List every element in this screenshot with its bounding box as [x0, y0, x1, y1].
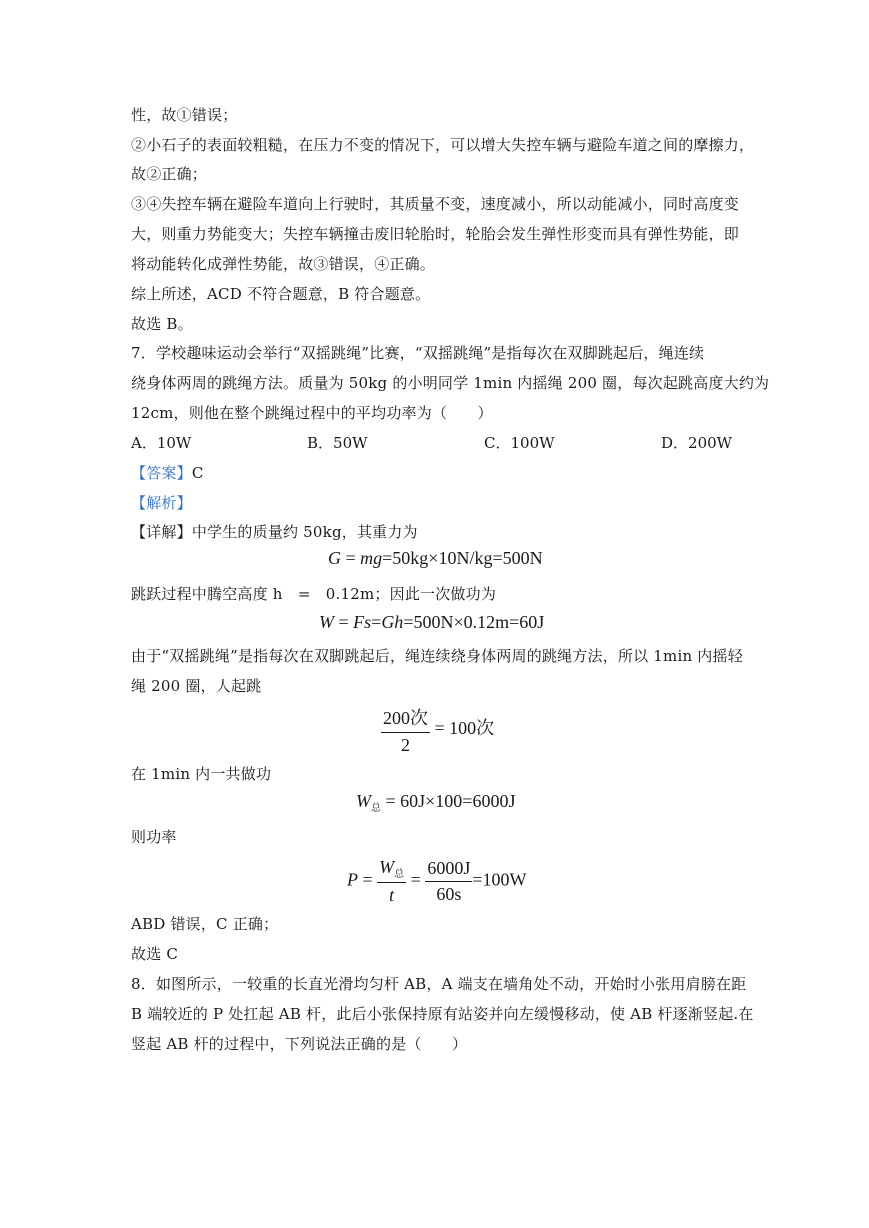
text-line: 在 1min 内一共做功 [131, 765, 272, 783]
text-line: 故选 C [131, 945, 179, 963]
text-line: 故选 B。 [131, 315, 193, 333]
fraction: $\frac{W_总}{t}$ [379, 857, 405, 905]
formula-jumps: $\frac{\text{200次}}{2}$ = 100次 [381, 704, 494, 756]
option-a: A．10W [131, 434, 192, 452]
text-line: 由于“双摇跳绳”是指每次在双脚跳起后，绳连续绕身体两周的跳绳方法，所以 1min 内摇轻 [131, 647, 743, 665]
detail-tag: 【详解】 [131, 523, 192, 541]
formula-gravity: G = mg=50kg×10N/kg=500N [328, 548, 543, 568]
text-line: 绳 200 圈，人起跳 [131, 677, 262, 695]
text-line: 大，则重力势能变大；失控车辆撞击废旧轮胎时，轮胎会发生弹性形变而具有弹性势能，即 [131, 225, 740, 243]
text-line: 性，故①错误； [131, 106, 238, 124]
detail-line [131, 522, 418, 542]
analysis-tag: 【解析】 [131, 494, 192, 512]
fraction: $\frac{6000J}{60s}$ [427, 858, 471, 904]
question-7-text: 绕身体两周的跳绳方法。质量为 50kg 的小明同学 1min 内摇绳 200 圈，每次起跳高度大约为 [131, 374, 770, 392]
answer-line [131, 463, 204, 483]
text-line: 则功率 [131, 828, 177, 846]
text-line: ③④失控车辆在避险车道向上行驶时，其质量不变，速度减小，所以动能减小，同时高度变 [131, 195, 740, 213]
text-line: ②小石子的表面较粗糙，在压力不变的情况下，可以增大失控车辆与避险车道之间的摩擦力， [131, 136, 755, 154]
question-8-text: B 端较近的 P 处扛起 AB 杆，此后小张保持原有站姿并向左缓慢移动，使 AB 杆逐渐竖起.在 [131, 1005, 754, 1023]
text-line: ABD 错误，C 正确； [131, 915, 279, 933]
formula-work: W = Fs=Gh=500N×0.12m=60J [319, 612, 545, 632]
text-line: 综上所述，ACD 不符合题意，B 符合题意。 [131, 285, 431, 303]
answer-tag: 【答案】 [131, 464, 192, 482]
detail-text: 中学生的质量约 50kg，其重力为 [191, 523, 418, 541]
text-line: 故②正确； [131, 165, 208, 183]
text-line: 跳跃过程中腾空高度 h = 0.12m；因此一次做功为 [131, 585, 497, 603]
formula-power: P = $\frac{W_总}{t}$ = $\frac{6000J}{60s}$ =100W [347, 857, 527, 905]
text-line: 将动能转化成弹性势能，故③错误，④正确。 [131, 255, 436, 273]
answer-value: C [191, 464, 204, 482]
question-8-text: 8．如图所示，一较重的长直光滑均匀杆 AB，A 端支在墙角处不动，开始时小张用肩膀在距 [131, 975, 747, 993]
formula-total-work: $W_总 = 60J\times 100=6000J$ [356, 791, 516, 814]
analysis-line [131, 493, 192, 513]
option-c: C．100W [484, 434, 555, 452]
fraction: $\frac{\text{200次}}{2}$ [381, 704, 430, 756]
question-7-text: 7．学校趣味运动会举行“双摇跳绳”比赛，“双摇跳绳”是指每次在双脚跳起后，绳连续 [131, 344, 705, 362]
option-b: B．50W [307, 434, 368, 452]
option-d: D．200W [661, 434, 733, 452]
question-8-text: 竖起 AB 杆的过程中，下列说法正确的是（ ） [131, 1035, 468, 1053]
question-7-text: 12cm，则他在整个跳绳过程中的平均功率为（ ） [131, 404, 493, 422]
